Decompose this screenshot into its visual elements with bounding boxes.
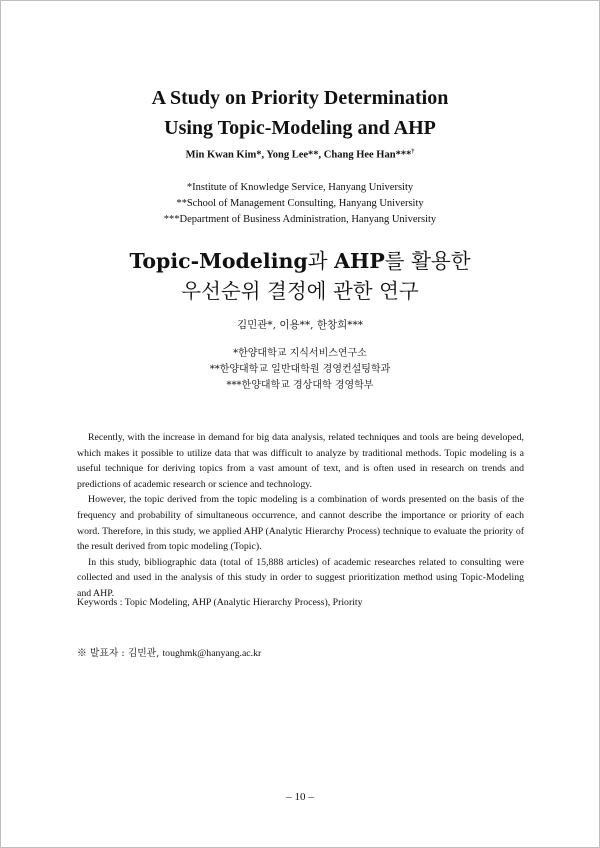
english-affiliation-1: *Institute of Knowledge Service, Hanyang University (186, 182, 414, 193)
korean-title-latin-b: AHP (334, 249, 385, 273)
korean-authors: 김민관*, 이용**, 한창희*** (237, 319, 363, 331)
abstract (77, 430, 524, 602)
page-number: – 10 – (286, 791, 314, 803)
english-affiliations (0, 180, 600, 228)
english-author-names: Min Kwan Kim*, Yong Lee**, Chang Hee Han*** (185, 149, 412, 161)
abstract-paragraph-2: However, the topic derived from the topic modeling is a combination of words presented on the basis of the frequency and probability of simultaneous occurrence, and cannot describe the importance or priority of each word. Therefore, in this study, we applied AHP (Analytic Hierarchy Process) technique to evaluate the priority of the result derived from topic modeling (Topic). (77, 494, 524, 553)
english-authors (0, 149, 600, 161)
korean-title-latin-a: Topic-Modeling (129, 249, 308, 273)
korean-title-hangul-b: 를 활용한 (384, 249, 471, 273)
english-title (0, 83, 600, 143)
english-affiliation-3: ***Department of Business Administration, Hanyang University (163, 214, 437, 225)
korean-title (0, 246, 600, 306)
korean-title-line-2: 우선순위 결정에 관한 연구 (181, 279, 419, 303)
english-affiliation-2: **School of Management Consulting, Hanyang University (176, 198, 424, 209)
korean-affiliation-2: **한양대학교 일반대학원 경영컨설팅학과 (209, 364, 391, 375)
abstract-paragraph-3: In this study, bibliographic data (total of 15,888 articles) of academic researches related to consulting were collected and used in the analysis of this study in order to suggest prioritization method using Topic-Modeling and AHP. (77, 556, 524, 599)
presenter-note (77, 645, 527, 659)
abstract-paragraph-1: Recently, with the increase in demand for big data analysis, related techniques and tools are being developed, which makes it possible to utilize data that was difficult to analyze by traditional methods. Topic modeling is a useful technique for deriving topics from a vast amount of text, and is often used in research on trends and predictions of academic research or science and technology. (77, 432, 524, 490)
korean-affiliation-3: ***한양대학교 경상대학 경영학부 (226, 380, 374, 391)
corresponding-author-mark: † (411, 149, 415, 155)
english-title-line-1: A Study on Priority Determination (151, 87, 449, 109)
korean-title-hangul-a: 과 (307, 249, 335, 273)
keywords: Keywords : Topic Modeling, AHP (Analytic Hierarchy Process), Priority (77, 597, 363, 608)
presenter-label: ※ 발표자 : 김민관, (77, 648, 163, 659)
korean-affiliations (0, 346, 600, 394)
korean-affiliation-1: *한양대학교 지식서비스연구소 (233, 348, 367, 359)
english-title-line-2: Using Topic-Modeling and AHP (164, 117, 436, 139)
korean-title-line-1 (0, 246, 600, 276)
presenter-email: toughmk@hanyang.ac.kr (162, 648, 262, 659)
